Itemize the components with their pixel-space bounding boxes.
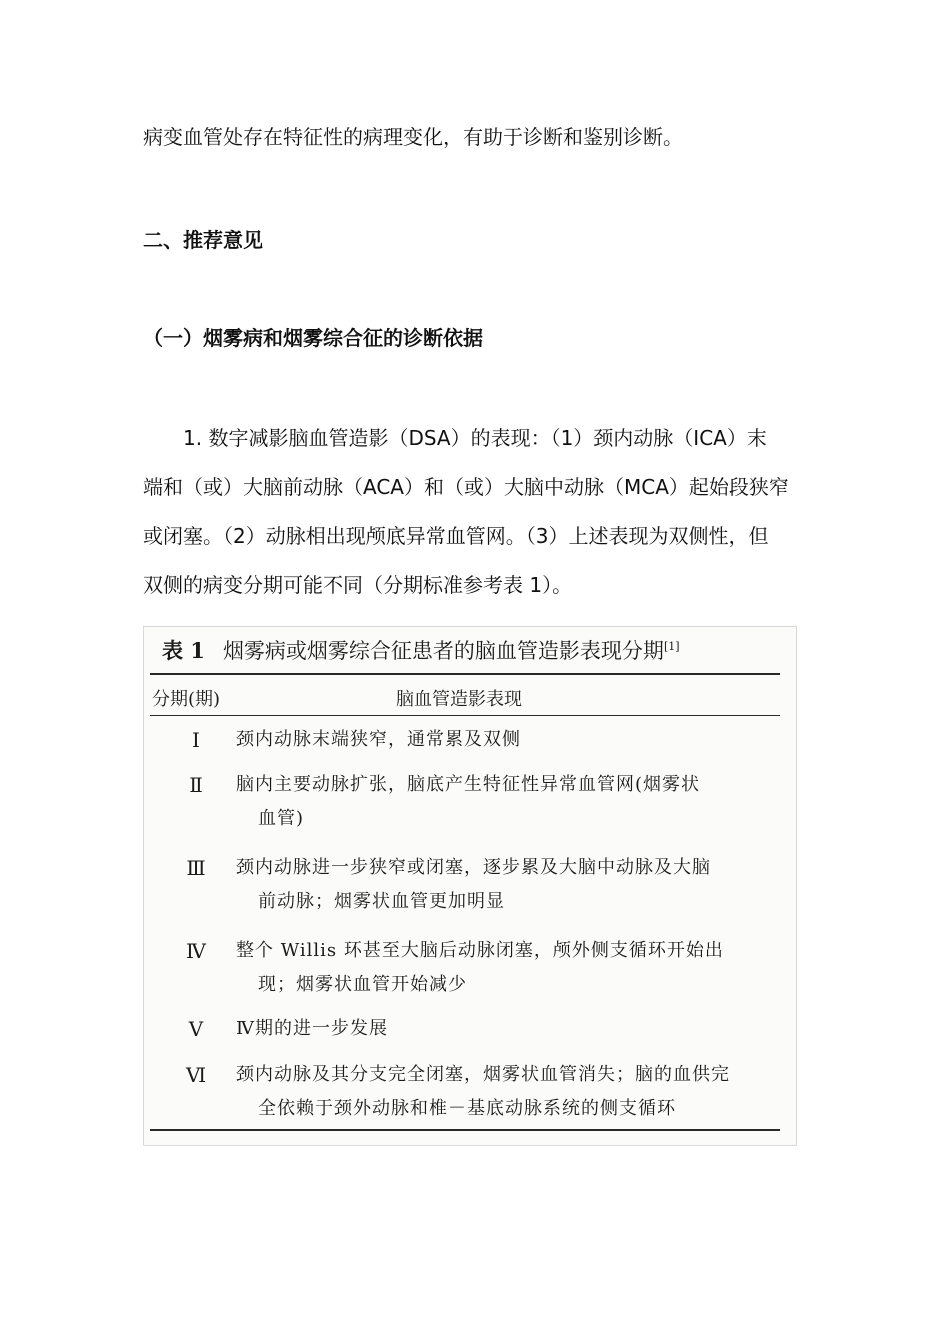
- stage-description: [236, 723, 766, 757]
- table-number: 表 1: [162, 638, 205, 663]
- stage-label: Ⅰ: [192, 728, 200, 752]
- table-reference: [1]: [663, 640, 680, 653]
- description-line: 前动脉；烟雾状血管更加明显: [258, 891, 505, 912]
- table-title-text: 烟雾病或烟雾综合征患者的脑血管造影表现分期: [222, 639, 664, 663]
- angiography-stage-table: [143, 626, 797, 1146]
- paragraph-line: 1. 数字减影脑血管造影（DSA）的表现：（1）颈内动脉（ICA）末: [183, 426, 767, 450]
- intro-tail-text: 病变血管处存在特征性的病理变化，有助于诊断和鉴别诊断。: [143, 125, 683, 149]
- stage-description: [236, 1012, 766, 1046]
- section-heading: 二、推荐意见: [143, 228, 263, 252]
- table-bottom-rule: [150, 1129, 780, 1131]
- description-line: 颈内动脉末端狭窄，通常累及双侧: [236, 729, 521, 750]
- stage-description: [236, 851, 766, 919]
- table-title: [162, 635, 680, 665]
- paragraph-line: 双侧的病变分期可能不同（分期标准参考表 1）。: [143, 573, 573, 597]
- description-line: 整个 Willis 环甚至大脑后动脉闭塞，颅外侧支循环开始出: [236, 940, 724, 961]
- description-line: 脑内主要动脉扩张，脑底产生特征性异常血管网(烟雾状: [236, 774, 701, 795]
- column-header-stage: 分期(期): [152, 689, 221, 710]
- description-line: Ⅳ期的进一步发展: [236, 1018, 388, 1039]
- stage-description: [236, 1058, 766, 1126]
- paragraph-line: 端和（或）大脑前动脉（ACA）和（或）大脑中动脉（MCA）起始段狭窄: [143, 475, 789, 499]
- sub-heading: （一）烟雾病和烟雾综合征的诊断依据: [143, 326, 483, 350]
- description-line: 血管): [258, 808, 305, 829]
- column-header-description: 脑血管造影表现: [396, 689, 522, 710]
- paragraph-line: 或闭塞。（2）动脉相出现颅底异常血管网。（3）上述表现为双侧性，但: [143, 524, 769, 548]
- description-line: 颈内动脉进一步狭窄或闭塞，逐步累及大脑中动脉及大脑: [236, 857, 711, 878]
- table-header-rule: [150, 715, 780, 716]
- stage-label: Ⅱ: [189, 773, 203, 797]
- stage-description: [236, 934, 766, 1002]
- stage-label: Ⅲ: [186, 856, 206, 880]
- description-line: 颈内动脉及其分支完全闭塞，烟雾状血管消失；脑的血供完: [236, 1064, 730, 1085]
- table-top-rule: [150, 673, 780, 675]
- description-line: 全依赖于颈外动脉和椎－基底动脉系统的侧支循环: [258, 1098, 676, 1119]
- stage-label: Ⅵ: [185, 1063, 207, 1087]
- stage-label: Ⅳ: [186, 939, 206, 963]
- stage-description: [236, 768, 766, 836]
- description-line: 现；烟雾状血管开始减少: [258, 974, 467, 995]
- stage-label: Ⅴ: [188, 1017, 204, 1041]
